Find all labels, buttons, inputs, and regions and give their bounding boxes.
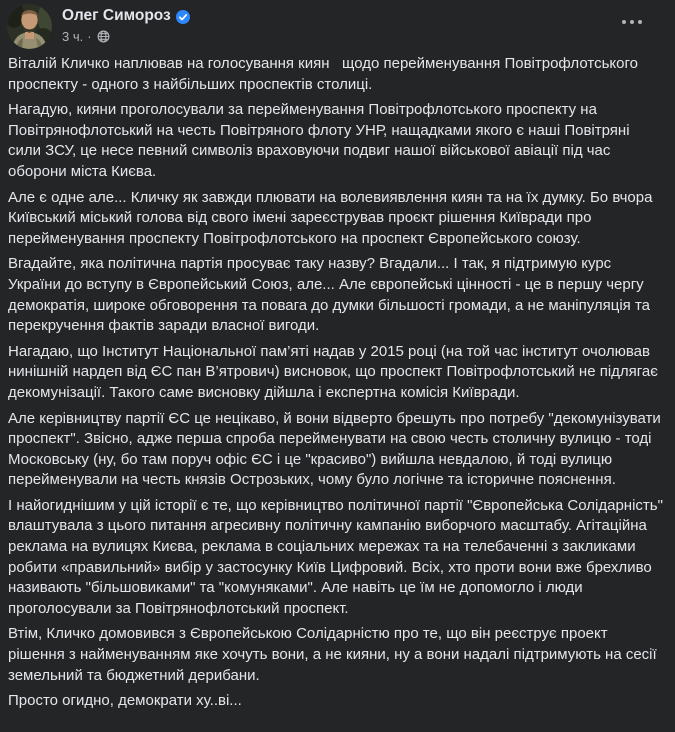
author-row [62,7,190,26]
avatar[interactable] [7,4,52,49]
more-options-button[interactable] [620,14,644,30]
post-paragraph: Але керівництву партії ЄС це нецікаво, й вони відверто брешуть про потребу "декомунізувати проспект". Звісно, адже перша спроба перейменувати на свою честь столичну вулицю - тоді Московську (ну, бо там поруч офіс ЄС і це "красиво") вийшла невдалою, й тоді вулицю перейменували на честь князів Острозьких, чому було логічне та історичне пояснення. [8,409,665,489]
post-paragraph: Нагадаю, що Інститут Національної пам’яті надав у 2015 році (на той час інститут очолював нинішній нардеп від ЄС пан В’ятрович) висновок, що проспект Повітрофлотський не підлягає декомунізації. Такого саме висновку дійшла і експертна комісія Київради. [8,342,663,401]
post-paragraph: І найогиднішим у цій історії є те, що керівництво політичної партії "Європейська Солідарність" влаштувала з цього питання агресивну політичну кампанію виборчого масштабу. Агітаційна реклама на вулицях Києва, реклама в соціальних мережах та на телебаченні з закликами робити «правильний» вибір у застосунку Київ Цифровий. Всіх, хто проти вони вже брехливо називають "більшовиками" та "комуняками". Але навіть це їм не допомогло і люди проголосували за Повітрянофлотський проспект. [8,496,668,617]
post-header-info [62,4,190,44]
post-content [0,49,675,712]
post-paragraph: Віталій Кличко наплював на голосування киян щодо перейменування Повітрофлотського проспекту - одного з найбільших проспектів столиці. [8,55,643,93]
post-paragraph: Але є одне але... Кличку як завжди плювати на волевиявлення киян та на їх думку. Бо вчора Київський міський голова від свого імені зареєстрував проєкт рішення Київради про перейменування проспекту Повітрофлотського на проспект Європейського союзу. [8,188,657,247]
globe-icon [97,30,110,43]
post-timestamp[interactable]: 3 ч. [62,28,84,44]
avatar-photo [7,4,52,49]
post-paragraph: Просто огидно, демократи ху..ві... [8,692,242,710]
more-options-icon [630,20,634,24]
post-paragraph: Вгадайте, яка політична партія просуває таку назву? Вгадали... І так, я підтримую курс України до вступу в Європейський Союз, але... Але європейські цінності - це в першу чергу демократія, широке обговорення та повага до думки більшості громади, а не маніпуляція та перекручення фактів заради власної вигоди. [8,255,655,335]
post-header [0,0,675,49]
verified-badge-icon [176,10,190,24]
post-paragraph: Нагадую, кияни проголосували за перейменування Повітрофлотського проспекту на Повітрянофлотський на честь Повітряного флоту УНР, нащадками якого є наші Повітряні сили ЗСУ, це несе певний символіз враховуючи подвиг нашої військової авіації під час оборони міста Києва. [8,101,634,180]
author-name[interactable]: Олег Симороз [62,7,171,24]
more-options-icon [622,20,626,24]
post-meta [62,29,190,44]
more-options-icon [638,20,642,24]
meta-separator: · [87,28,92,44]
post-paragraph: Втім, Кличко домовився з Європейською Солідарністю про те, що він реєструє проект рішення з найменуванням яке хочуть вони, а не кияни, ну а вони надалі підтримують на сесії земельний та бюджетний дерибани. [8,625,661,684]
